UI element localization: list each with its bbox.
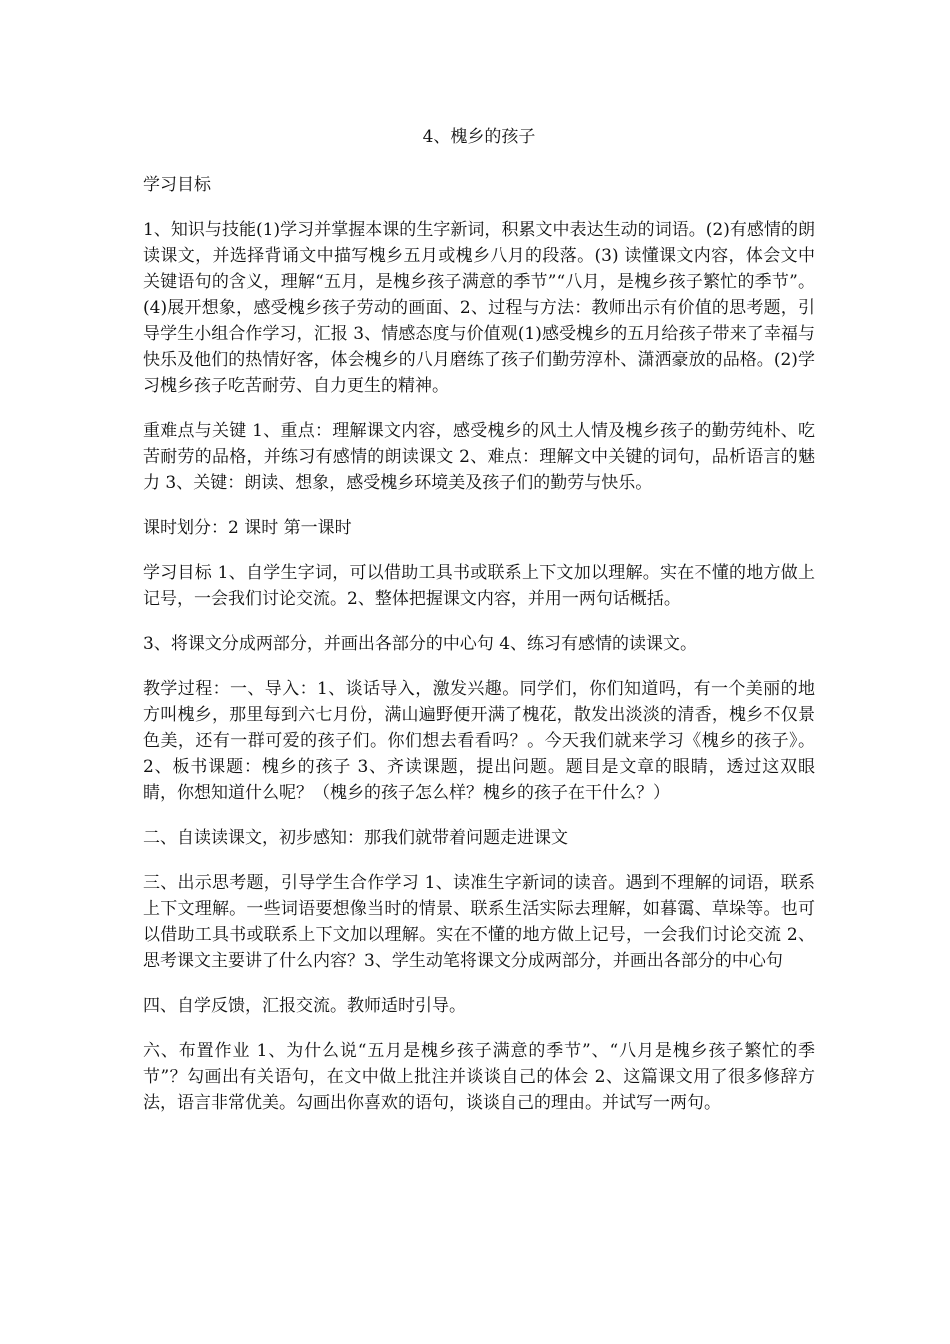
paragraph-teaching-process: 教学过程：一、导入：1、谈话导入，激发兴趣。同学们，你们知道吗，有一个美丽的地方叫槐乡，那里每到六七月份，满山遍野便开满了槐花，散发出淡淡的清香，槐乡不仅景色美，还有一群可爱的孩子们。你们想去看看吗？。今天我们就来学习《槐乡的孩子》。2、板书课题：槐乡的孩子 3、齐读课题，提出问题。题目是文章的眼睛，透过这双眼睛，你想知道什么呢？（槐乡的孩子怎么样？槐乡的孩子在干什么？）	[143, 679, 815, 803]
paragraph-thinking-questions: 三、出示思考题，引导学生合作学习 1、读准生字新词的读音。遇到不理解的词语，联系上下文理解。一些词语要想像当时的情景、联系生活实际去理解，如暮霭、草垛等。也可以借助工具书或联系上下文加以理解。实在不懂的地方做上记号，一会我们讨论交流 2、思考课文主要讲了什么内容？3、学生动笔将课文分成两部分，并画出各部分的中心句	[143, 873, 815, 971]
paragraph-self-reading: 二、自读读课文，初步感知：那我们就带着问题走进课文	[143, 828, 568, 848]
document-body	[143, 124, 815, 1135]
paragraph-knowledge-skills: 1、知识与技能(1)学习并掌握本课的生字新词，积累文中表达生动的词语。(2)有感情的朗读课文，并选择背诵文中描写槐乡五月或槐乡八月的段落。(3) 读懂课文内容，体会文中关键语句的含义，理解“五月，是槐乡孩子满意的季节”“八月，是槐乡孩子繁忙的季节”。(4)展开想象，感受槐乡孩子劳动的画面、2、过程与方法：教师出示有价值的思考题，引导学生小组合作学习，汇报 3、情感态度与价值观(1)感受槐乡的五月给孩子带来了幸福与快乐及他们的热情好客，体会槐乡的八月磨练了孩子们勤劳淳朴、潇洒豪放的品格。(2)学习槐乡孩子吃苦耐劳、自力更生的精神。	[143, 220, 815, 396]
paragraph-key-points: 重难点与关键 1、重点：理解课文内容，感受槐乡的风土人情及槐乡孩子的勤劳纯朴、吃苦耐劳的品格，并练习有感情的朗读课文 2、难点：理解文中关键的词句，品析语言的魅力 3、关键：朗读、想象，感受槐乡环境美及孩子们的勤劳与快乐。	[143, 421, 815, 493]
paragraph-lesson-goals-continued: 3、将课文分成两部分，并画出各部分的中心句 4、练习有感情的读课文。	[143, 634, 698, 654]
paragraph-lesson-division: 课时划分：2 课时 第一课时	[143, 518, 352, 538]
document-title: 4、槐乡的孩子	[422, 127, 536, 147]
paragraph-learning-goals-heading: 学习目标	[143, 175, 211, 195]
paragraph-homework: 六、布置作业 1、为什么说“五月是槐乡孩子满意的季节”、“八月是槐乡孩子繁忙的季节”？勾画出有关语句，在文中做上批注并谈谈自己的体会 2、这篇课文用了很多修辞方法，语言非常优美。勾画出你喜欢的语句，谈谈自己的理由。并试写一两句。	[143, 1041, 815, 1113]
paragraph-lesson-goals: 学习目标 1、自学生字词，可以借助工具书或联系上下文加以理解。实在不懂的地方做上记号，一会我们讨论交流。2、整体把握课文内容，并用一两句话概括。	[143, 563, 815, 609]
paragraph-feedback: 四、自学反馈，汇报交流。教师适时引导。	[143, 996, 466, 1016]
